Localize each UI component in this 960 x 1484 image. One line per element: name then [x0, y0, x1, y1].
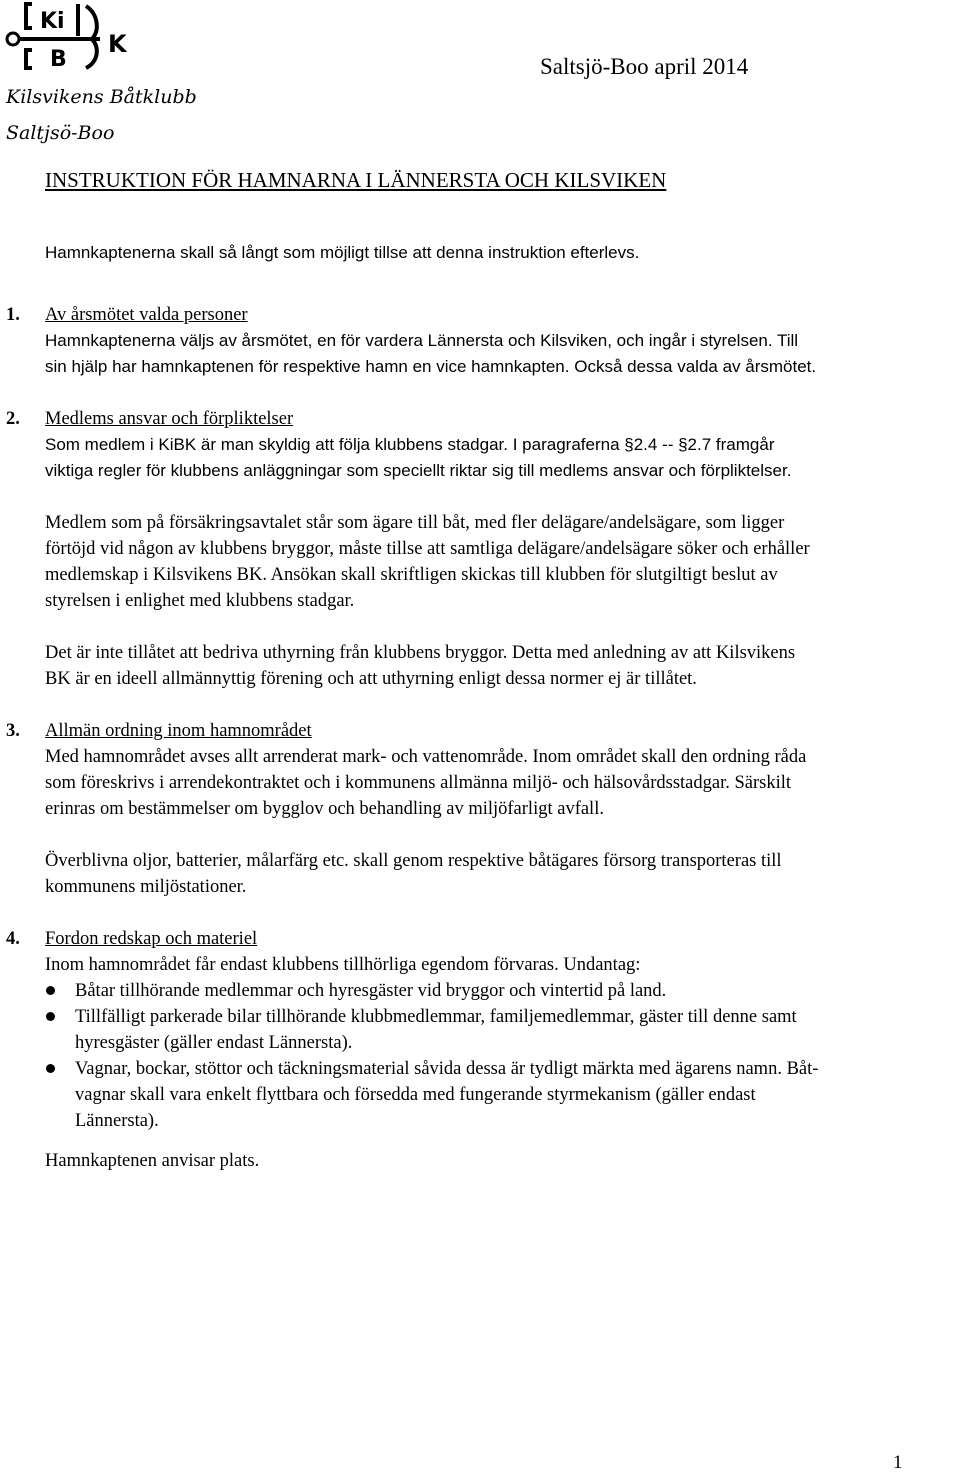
section-2-paragraph-line: medlemskap i Kilsvikens BK. Ansökan skall skriftligen skickas till klubben för slutgiltigt beslut av	[45, 565, 778, 585]
section-1-number: 1.	[6, 305, 20, 325]
section-2-paragraph-line: BK är en ideell allmännyttig förening och att uthyrning enligt dessa normer ej är tillåtet.	[45, 669, 697, 689]
section-4-line: Inom hamnområdet får endast klubbens tillhörliga egendom förvaras. Undantag:	[45, 955, 641, 975]
bullet-item-line: Lännersta).	[75, 1111, 159, 1131]
section-3-paragraph-line: kommunens miljöstationer.	[45, 877, 247, 897]
bullet-item-line: vagnar skall vara enkelt flyttbara och försedda med fungerande styrmekanism (gäller endast	[75, 1085, 756, 1105]
section-3-line: Med hamnområdet avses allt arrenderat mark- och vattenområde. Inom området skall den ordning råda	[45, 747, 807, 767]
section-3-paragraph-line: Överblivna oljor, batterier, målarfärg etc. skall genom respektive båtägares försorg transporteras till	[45, 851, 782, 871]
section-3-line: erinras om bestämmelser om bygglov och behandling av miljöfarligt avfall.	[45, 799, 604, 819]
bullet-icon	[46, 986, 55, 995]
bullet-item-line: hyresgäster (gäller endast Lännersta).	[75, 1033, 353, 1053]
club-name: Kilsvikens Båtklubb	[6, 86, 197, 108]
section-2-paragraph-line: förtöjd vid någon av klubbens bryggor, måste tillse att samtliga delägare/andelsägare söker och erhåller	[45, 539, 810, 559]
bullet-item-line: Tillfälligt parkerade bilar tillhörande klubbmedlemmar, familjemedlemmar, gäster till denne samt	[75, 1007, 797, 1027]
page-number: 1	[893, 1452, 903, 1473]
section-2-paragraph-line: Medlem som på försäkringsavtalet står som ägare till båt, med fler delägare/andelsägare, som ligger	[45, 513, 785, 533]
section-4-heading: Fordon redskap och materiel	[45, 929, 258, 949]
section-3-line: som föreskrivs i arrendekontraktet och i kommunens allmänna miljö- och hälsovårdsstadgar. Särskilt	[45, 773, 791, 793]
section-1-heading: Av årsmötet valda personer	[45, 305, 248, 325]
page-title: INSTRUKTION FÖR HAMNARNA I LÄNNERSTA OCH KILSVIKEN	[45, 168, 667, 192]
document-date: Saltsjö-Boo april 2014	[540, 54, 749, 79]
section-4-number: 4.	[6, 929, 20, 949]
svg-text:Ki: Ki	[40, 9, 65, 34]
section-3-number: 3.	[6, 721, 20, 741]
section-2-line: Som medlem i KiBK är man skyldig att följa klubbens stadgar. I paragraferna §2.4 -- §2.7 framgår	[45, 435, 775, 454]
section-1-line: Hamnkaptenerna väljs av årsmötet, en för vardera Lännersta och Kilsviken, och ingår i styrelsen. Till	[45, 331, 799, 350]
bullet-item-line: Vagnar, bockar, stöttor och täckningsmaterial såvida dessa är tydligt märkta med ägarens namn. Båt-	[75, 1059, 819, 1079]
section-2-line: viktiga regler för klubbens anläggningar som speciellt riktar sig till medlems ansvar och förpliktelser.	[45, 461, 792, 480]
section-2-paragraph-line: Det är inte tillåtet att bedriva uthyrning från klubbens bryggor. Detta med anledning av att Kilsvikens	[45, 643, 796, 663]
svg-text:K: K	[108, 30, 127, 58]
club-logo	[2, 0, 134, 70]
intro-text: Hamnkaptenerna skall så långt som möjligt tillse att denna instruktion efterlevs.	[45, 243, 640, 262]
bullet-icon	[46, 1064, 55, 1073]
bullet-icon	[46, 1012, 55, 1021]
section-4-closing: Hamnkaptenen anvisar plats.	[45, 1151, 260, 1171]
section-1-line: sin hjälp har hamnkaptenen för respektive hamn en vice hamnkapten. Också dessa valda av årsmötet.	[45, 357, 817, 376]
bullet-item-line: Båtar tillhörande medlemmar och hyresgäster vid bryggor och vintertid på land.	[75, 981, 667, 1001]
section-2-paragraph-line: styrelsen i enlighet med klubbens stadgar.	[45, 591, 355, 611]
svg-text:B: B	[50, 47, 67, 70]
section-2-number: 2.	[6, 409, 20, 429]
club-place: Saltjsö-Boo	[6, 122, 115, 144]
section-2-heading: Medlems ansvar och förpliktelser	[45, 409, 294, 429]
section-3-heading: Allmän ordning inom hamnområdet	[45, 721, 312, 741]
